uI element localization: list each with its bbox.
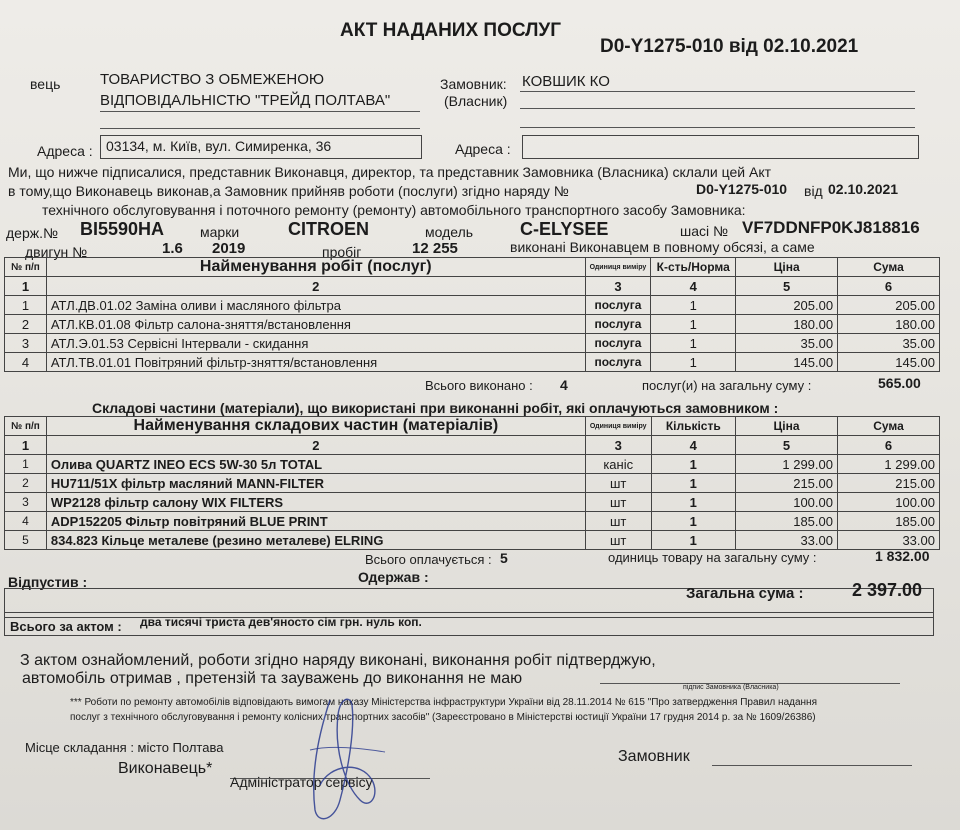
works-total-sum: 565.00 (878, 375, 921, 391)
works-row-qty: 1 (651, 353, 736, 372)
done-text: виконані Виконавцем в повному обсязі, а саме (510, 239, 815, 255)
works-total-text: послуг(и) на загальну суму : (642, 378, 812, 393)
brand-value: CITROEN (288, 219, 369, 239)
customer-name-underline (520, 91, 915, 92)
parts-row-name: ADP152205 Фільтр повітряний BLUE PRINT (46, 512, 585, 531)
parts-row-sum: 185.00 (837, 512, 939, 531)
customer-extra-line-2 (520, 127, 915, 128)
works-row-n: 3 (5, 334, 47, 353)
works-row-sum: 35.00 (838, 334, 940, 353)
parts-colnum-3: 3 (585, 436, 651, 455)
parts-row-sum: 215.00 (837, 474, 939, 493)
table-row (5, 315, 940, 334)
engine-value: 1.6 (162, 240, 183, 257)
parts-colnum-6: 6 (837, 436, 939, 455)
works-row-price: 35.00 (736, 334, 838, 353)
works-row-price: 205.00 (736, 296, 838, 315)
executor-name-line2: ВІДПОВІДАЛЬНІСТЮ "ТРЕЙД ПОЛТАВА" (100, 92, 391, 109)
parts-row-name: Олива QUARTZ INEO ECS 5W-30 5л TOTAL (46, 455, 585, 474)
works-header-no: № п/п (5, 258, 47, 277)
parts-row-n: 4 (5, 512, 47, 531)
customer-name: КОВШИК КО (522, 73, 610, 90)
parts-header-name: Найменування складових частин (матеріалів) (46, 417, 585, 436)
executor-name-underline (100, 111, 420, 112)
works-colnum-row (5, 277, 940, 296)
works-row-n: 2 (5, 315, 47, 334)
table-row (5, 334, 940, 353)
parts-row-n: 5 (5, 531, 47, 550)
received-label: Одержав : (358, 569, 429, 585)
table-row (5, 493, 940, 512)
handwritten-signature (300, 690, 390, 830)
words-value: два тисячі триста дев'яносто сім грн. нуль коп. (140, 615, 422, 629)
parts-total-text: одиниць товару на загальну суму : (608, 550, 817, 565)
table-row (5, 512, 940, 531)
table-row (5, 296, 940, 315)
intro-order-ref: D0-Y1275-010 (696, 181, 788, 197)
works-row-price: 145.00 (736, 353, 838, 372)
works-colnum-3: 3 (585, 277, 651, 296)
works-row-n: 1 (5, 296, 47, 315)
mileage-label: пробіг (322, 244, 362, 260)
works-colnum-2: 2 (46, 277, 585, 296)
released-label: Відпустив : (8, 574, 88, 590)
parts-heading: Складові частини (матеріали), що використані при виконанні робіт, які оплачуються замовником : (92, 400, 779, 416)
executor-label: вець (30, 76, 61, 92)
customer-signature-line-bottom (712, 765, 912, 766)
works-table (4, 257, 940, 372)
works-header-name: Найменування робіт (послуг) (46, 258, 585, 277)
model-value: C-ELYSEE (520, 219, 609, 239)
parts-colnum-row (5, 436, 940, 455)
table-row (5, 474, 940, 493)
intro-vid: від (804, 183, 823, 199)
works-colnum-6: 6 (838, 277, 940, 296)
works-row-name: АТЛ.Э.01.53 Сервісні Інтервали - скидання (46, 334, 585, 353)
vin-label: шасі № (680, 223, 729, 239)
table-row (5, 531, 940, 550)
customer-extra-line (520, 108, 915, 109)
executor-address: 03134, м. Київ, вул. Симиренка, 36 (106, 138, 332, 154)
ack-line1: З актом ознайомлений, роботи згідно наряду виконані, виконання робіт підтверджую, (20, 652, 656, 669)
parts-row-name: HU711/51X фільтр масляний MANN-FILTER (46, 474, 585, 493)
parts-row-price: 215.00 (736, 474, 838, 493)
parts-row-n: 1 (5, 455, 47, 474)
admin-label: Адміністратор сервісу (230, 774, 373, 790)
parts-colnum-4: 4 (651, 436, 735, 455)
parts-row-qty: 1 (651, 455, 735, 474)
works-total-label: Всього виконано : (425, 378, 533, 393)
engine-label: двигун № (25, 244, 88, 260)
signature-caption: підпис Замовника (Власника) (683, 684, 779, 691)
works-row-sum: 205.00 (838, 296, 940, 315)
executor-address-label: Адреса : (37, 143, 93, 159)
works-row-unit: послуга (585, 296, 651, 315)
parts-row-n: 2 (5, 474, 47, 493)
parts-row-price: 100.00 (736, 493, 838, 512)
law-line1: *** Роботи по ремонту автомобілів відповідають вимогам наказу Міністерства інфраструктури України від 28.11.2014 № 615 "Про затвердження Правил надання (70, 697, 817, 708)
parts-row-sum: 33.00 (837, 531, 939, 550)
place-label: Місце складання : місто Полтава (25, 740, 224, 755)
executor-name-line1: ТОВАРИСТВО З ОБМЕЖЕНОЮ (100, 71, 325, 88)
parts-table (4, 416, 940, 550)
works-colnum-4: 4 (651, 277, 736, 296)
parts-header-no: № п/п (5, 417, 47, 436)
parts-row-unit: шт (585, 493, 651, 512)
customer-address-label: Адреса : (455, 141, 511, 157)
year-value: 2019 (212, 240, 246, 257)
works-row-unit: послуга (585, 334, 651, 353)
intro-line3: технічного обслуговування і поточного ремонту (ремонту) автомобільного транспортного засобу Замовника: (42, 202, 746, 218)
works-row-name: АТЛ.ТВ.01.01 Повітряний фільтр-зняття/встановлення (46, 353, 585, 372)
parts-total-count: 5 (500, 550, 508, 566)
parts-row-price: 185.00 (736, 512, 838, 531)
parts-header-row (5, 417, 940, 436)
parts-colnum-2: 2 (46, 436, 585, 455)
works-header-row (5, 258, 940, 277)
parts-row-sum: 100.00 (837, 493, 939, 512)
parts-row-unit: шт (585, 474, 651, 493)
parts-row-qty: 1 (651, 493, 735, 512)
works-row-unit: послуга (585, 353, 651, 372)
works-header-price: Ціна (736, 258, 838, 277)
works-row-unit: послуга (585, 315, 651, 334)
grand-total-label: Загальна сума : (686, 585, 804, 602)
parts-total-label: Всього оплачується : (365, 552, 492, 567)
customer-address-box (522, 135, 919, 159)
works-total-count: 4 (560, 377, 568, 393)
works-row-name: АТЛ.ДВ.01.02 Заміна оливи і масляного фільтра (46, 296, 585, 315)
intro-line1: Ми, що нижче підписалися, представник Виконавця, директор, та представник Замовника (Власника) склали цей Акт (8, 164, 772, 180)
works-row-sum: 145.00 (838, 353, 940, 372)
parts-header-price: Ціна (736, 417, 838, 436)
works-row-name: АТЛ.КВ.01.08 Фільтр салона-зняття/встановлення (46, 315, 585, 334)
ack-line2: автомобіль отримав , претензій та зауважень до виконання не маю (22, 670, 523, 687)
vin-value: VF7DDNFP0KJ818816 (742, 218, 920, 237)
works-colnum-5: 5 (736, 277, 838, 296)
grand-total-sum: 2 397.00 (852, 580, 923, 600)
executor-signature-label: Виконавець* (118, 760, 213, 777)
works-row-qty: 1 (651, 296, 736, 315)
law-line2: послуг з технічного обслуговування і ремонту колісних транспортних засобів" (Зареєстровано в Міністерстві юстиції України 17 грудня 2014 р. за № 1609/26386) (70, 712, 816, 723)
works-colnum-1: 1 (5, 277, 47, 296)
executor-extra-line (100, 128, 420, 129)
parts-row-unit: каніс (585, 455, 651, 474)
words-label: Всього за актом : (10, 619, 122, 634)
intro-order-date: 02.10.2021 (828, 181, 899, 197)
works-row-sum: 180.00 (838, 315, 940, 334)
intro-line2: в тому,що Виконавець виконав,а Замовник прийняв роботи (послуги) згідно наряду № (8, 183, 569, 199)
parts-header-qty: Кількість (651, 417, 735, 436)
works-header-sum: Сума (838, 258, 940, 277)
document-title: АКТ НАДАНИХ ПОСЛУГ (340, 20, 562, 41)
works-row-qty: 1 (651, 334, 736, 353)
parts-colnum-5: 5 (736, 436, 838, 455)
parts-row-unit: шт (585, 531, 651, 550)
parts-colnum-1: 1 (5, 436, 47, 455)
parts-row-qty: 1 (651, 531, 735, 550)
plate-label: держ.№ (6, 225, 59, 241)
parts-header-unit: Одиниця виміру (585, 417, 651, 436)
parts-header-sum: Сума (837, 417, 939, 436)
brand-label: марки (200, 224, 240, 240)
works-header-qty: К-сть/Норма (651, 258, 736, 277)
table-row (5, 353, 940, 372)
parts-row-name: 834.823 Кільце металеве (резино металеве) ELRING (46, 531, 585, 550)
customer-label: Замовник: (440, 76, 507, 92)
works-row-n: 4 (5, 353, 47, 372)
parts-total-sum: 1 832.00 (875, 548, 930, 564)
parts-row-unit: шт (585, 512, 651, 531)
customer-label-owner: (Власник) (444, 93, 508, 109)
parts-row-n: 3 (5, 493, 47, 512)
table-row (5, 455, 940, 474)
plate-number: ВІ5590НА (80, 219, 165, 239)
parts-row-name: WP2128 фільтр салону WIX FILTERS (46, 493, 585, 512)
works-row-qty: 1 (651, 315, 736, 334)
parts-row-qty: 1 (651, 474, 735, 493)
works-row-price: 180.00 (736, 315, 838, 334)
parts-row-price: 1 299.00 (736, 455, 838, 474)
model-label: модель (425, 224, 474, 240)
parts-row-qty: 1 (651, 512, 735, 531)
parts-row-price: 33.00 (736, 531, 838, 550)
document-number-date: D0-Y1275-010 від 02.10.2021 (600, 36, 859, 57)
parts-row-sum: 1 299.00 (837, 455, 939, 474)
mileage-value: 12 255 (412, 240, 458, 257)
customer-signature-label: Замовник (618, 748, 690, 765)
works-header-unit: Одиниця виміру (585, 258, 651, 277)
